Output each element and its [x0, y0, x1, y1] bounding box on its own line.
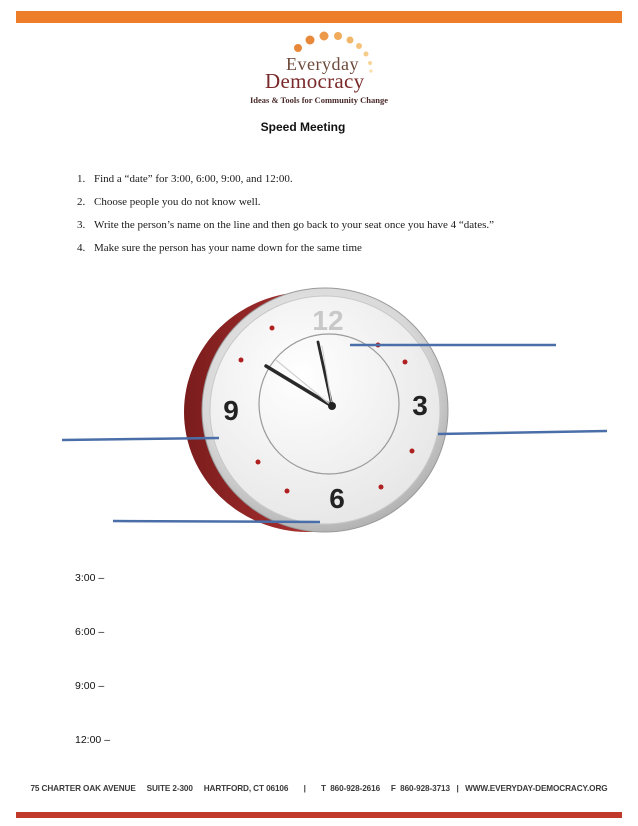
bottom-accent-bar: [16, 812, 622, 818]
instruction-item: 3. Write the person’s name on the line and then go back to your seat once you have 4 “dates.”: [77, 219, 495, 231]
instruction-item: 2. Choose people you do not know well.: [77, 196, 261, 208]
logo-word-democracy: Democracy: [265, 69, 365, 93]
numeral-9: 9: [223, 395, 239, 426]
numeral-3: 3: [412, 390, 428, 421]
time-slot-3: 3:00 –: [75, 572, 105, 584]
numeral-12: 12: [312, 305, 344, 336]
time-slot-12: 12:00 –: [75, 734, 111, 746]
time-slots: [75, 572, 110, 788]
instruction-item: 1. Find a “date” for 3:00, 6:00, 9:00, and 12:00.: [77, 173, 293, 185]
logo-tagline: Ideas & Tools for Community Change: [250, 95, 388, 105]
time-slot-6: 6:00 –: [75, 626, 105, 638]
time-slot-9: 9:00 –: [75, 680, 105, 692]
page-title: Speed Meeting: [260, 120, 346, 134]
write-line-6: [113, 521, 320, 522]
footer-address: 75 CHARTER OAK AVENUE SUITE 2-300 HARTFORD, CT 06106 | T 860-928-2616 F 860-928-3713 | WWW.EVERYDAY-DEMOCRACY.ORG: [30, 784, 608, 793]
instruction-item: 4. Make sure the person has your name down for the same time: [77, 242, 362, 254]
numeral-6: 6: [329, 483, 345, 514]
logo-word-everyday: Everyday: [286, 54, 359, 74]
write-line-3: [438, 431, 607, 434]
